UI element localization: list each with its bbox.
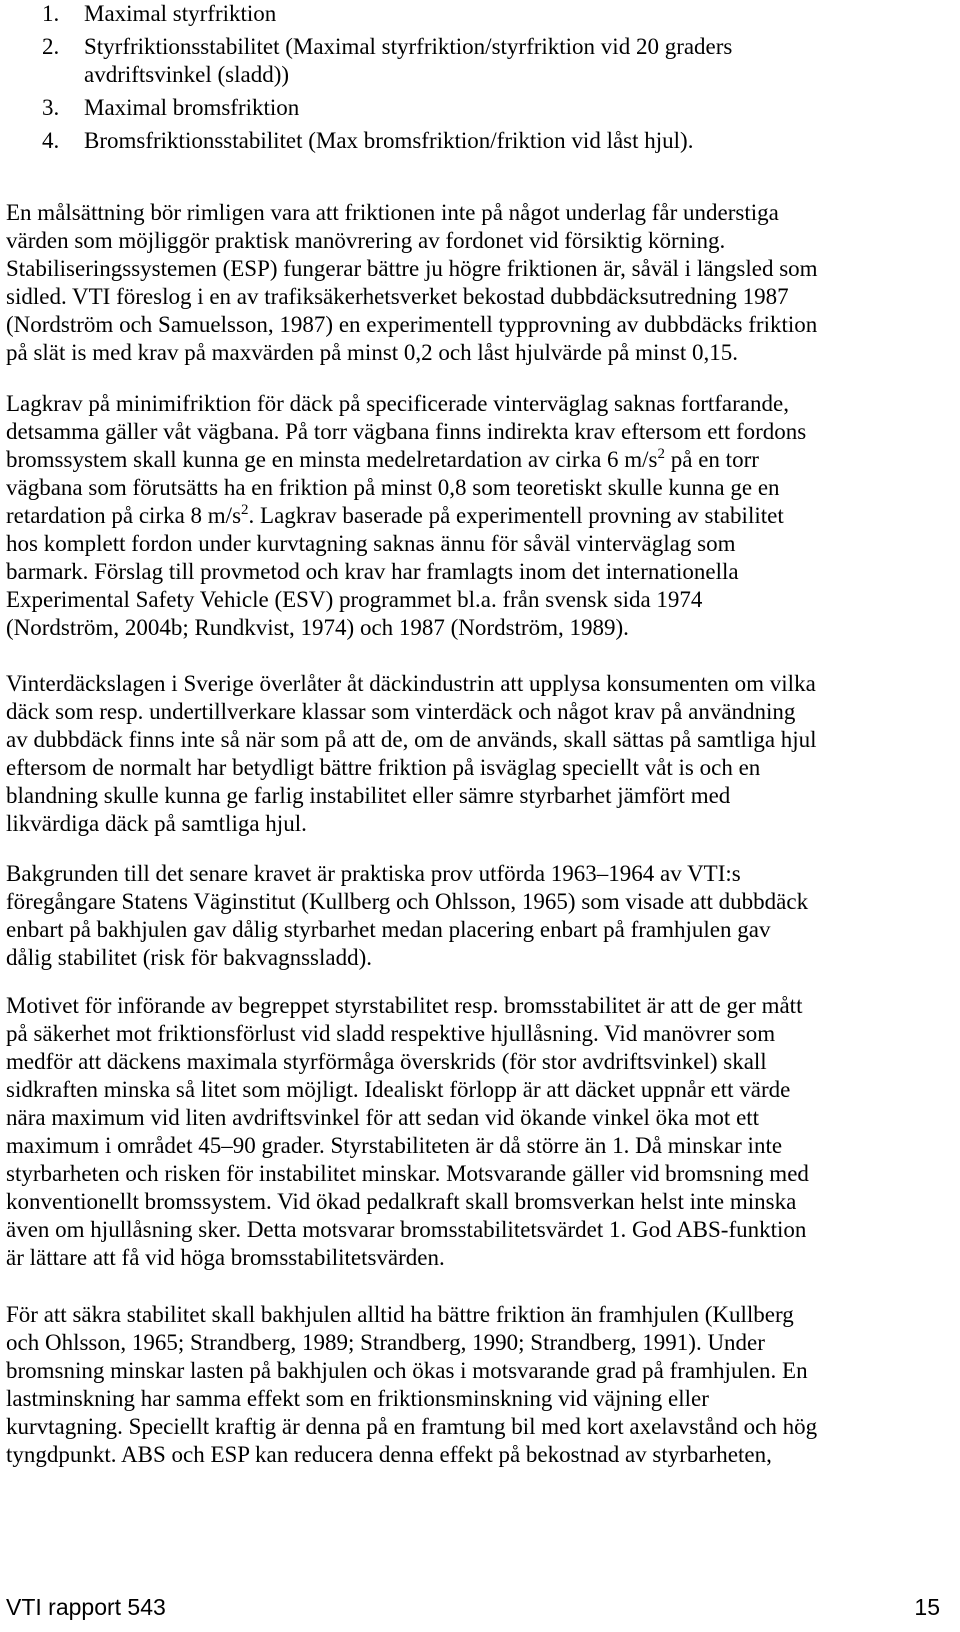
paragraph-winter-tire-law: Vinterdäckslagen i Sverige överlåter åt däckindustrin att upplysa konsumenten om vilka däck som resp. undertillverkare klassar som vinterdäck och något krav på användning av dubbdäck finns inte så när som på att de, om de används, skall sättas på samtliga hjul eftersom de normalt har betydligt bättre friktion på isväglag speciellt våt is och en blandning skulle kunna ge farlig instabilitet eller sämre styrbarhet jämfört med likvärdiga däck på samtliga hjul.: [6, 671, 817, 836]
numbered-list: [42, 0, 942, 155]
list-item: 1. Maximal styrfriktion: [42, 0, 942, 28]
paragraph-stability-motivation: Motivet för införande av begreppet styrstabilitet resp. bromsstabilitet är att de ger mått på säkerhet mot friktionsförlust vid sladd respektive hjullåsning. Vid manövrer som medför att däckens maximala styrförmåga överskrids (för stor avdriftsvinkel) skall sidkraften minska så litet som möjligt. Idealiskt förlopp är att däcket uppnår ett värde nära maximum vid liten avdriftsvinkel för att sedan vid ökande vinkel öka mot ett maximum i området 45–90 grader. Styrstabiliteten är då större än 1. Då minskar inte styrbarheten och risken för instabilitet minskar. Motsvarande gäller vid bromsning med konventionellt bromssystem. Vid ökad pedalkraft skall bromsverkan helst inte minska även om hjullåsning sker. Detta motsvarar bromsstabilitetsvärdet 1. God ABS-funktion är lättare att få vid höga bromsstabilitetsvärden.: [6, 993, 809, 1270]
paragraph-friction-goal: En målsättning bör rimligen vara att friktionen inte på något underlag får understiga värden som möjliggör praktisk manövrering av fordonet vid försiktig körning. Stabiliseringssystemen (ESP) fungerar bättre ju högre friktionen är, såväl i längsled som sidled. VTI föreslog i en av trafiksäkerhetsverket bekostad dubbdäcksutredning 1987 (Nordström och Samuelsson, 1987) en experimentell typprovning av dubbdäcks friktion på slät is med krav på maxvärden på minst 0,2 och låst hjulvärde på minst 0,15.: [6, 200, 818, 365]
page-footer: [6, 1590, 940, 1624]
list-item-text: Maximal bromsfriktion: [84, 95, 300, 120]
list-item: 4. Bromsfriktionsstabilitet (Max bromsfriktion/friktion vid låst hjul).: [42, 127, 942, 155]
page-number: 15: [914, 1594, 940, 1620]
paragraph-background: Bakgrunden till det senare kravet är praktiska prov utförda 1963–1964 av VTI:s föregångare Statens Väginstitut (Kullberg och Ohlsson, 1965) som visade att dubbdäck enbart på bakhjulen gav dålig styrbarhet medan placering enbart på framhjulen gav dålig stabilitet (risk för bakvagnssladd).: [6, 861, 809, 970]
list-item: 3. Maximal bromsfriktion: [42, 94, 942, 122]
paragraph-rear-wheel-friction: För att säkra stabilitet skall bakhjulen alltid ha bättre friktion än framhjulen (Kullberg och Ohlsson, 1965; Strandberg, 1989; Strandberg, 1990; Strandberg, 1991). Under bromsning minskar lasten på bakhjulen och ökas i motsvarande grad på framhjulen. En lastminskning har samma effekt som en friktionsminskning vid väjning eller kurvtagning. Speciellt kraftig är denna på en framtung bil med kort axelavstånd och hög tyngdpunkt. ABS och ESP kan reducera denna effekt på bekostnad av styrbarheten,: [6, 1302, 818, 1467]
report-name: VTI rapport 543: [6, 1594, 166, 1620]
paragraph-legal-requirements: Lagkrav på minimifriktion för däck på specificerade vinterväglag saknas fortfarande, detsamma gäller våt vägbana. På torr vägbana finns indirekta krav eftersom ett fordons bromssystem skall kunna ge en minsta medelretardation av cirka 6 $m/s^2$ på en torr vägbana som förutsätts ha en friktion på minst 0,8 som teoretiskt skulle kunna ge en retardation på cirka 8 $m/s^2$. Lagkrav baserade på experimentell provning av stabilitet hos komplett fordon under kurvtagning saknas ännu för såväl vinterväglag som barmark. Förslag till provmetod och krav har framlagts inom det internationella Experimental Safety Vehicle (ESV) programmet bl.a. från svensk sida 1974 (Nordström, 2004b; Rundkvist, 1974) och 1987 (Nordström, 1989).: [6, 391, 807, 640]
list-item-text: Bromsfriktionsstabilitet (Max bromsfriktion/friktion vid låst hjul).: [84, 128, 694, 153]
list-item: 2. Styrfriktionsstabilitet (Maximal styrfriktion/styrfriktion vid 20 graders avdriftsvinkel (sladd)): [42, 33, 942, 89]
list-item-text: Styrfriktionsstabilitet (Maximal styrfriktion/styrfriktion vid 20 graders avdriftsvinkel (sladd)): [84, 34, 733, 87]
list-item-text: Maximal styrfriktion: [84, 1, 277, 26]
